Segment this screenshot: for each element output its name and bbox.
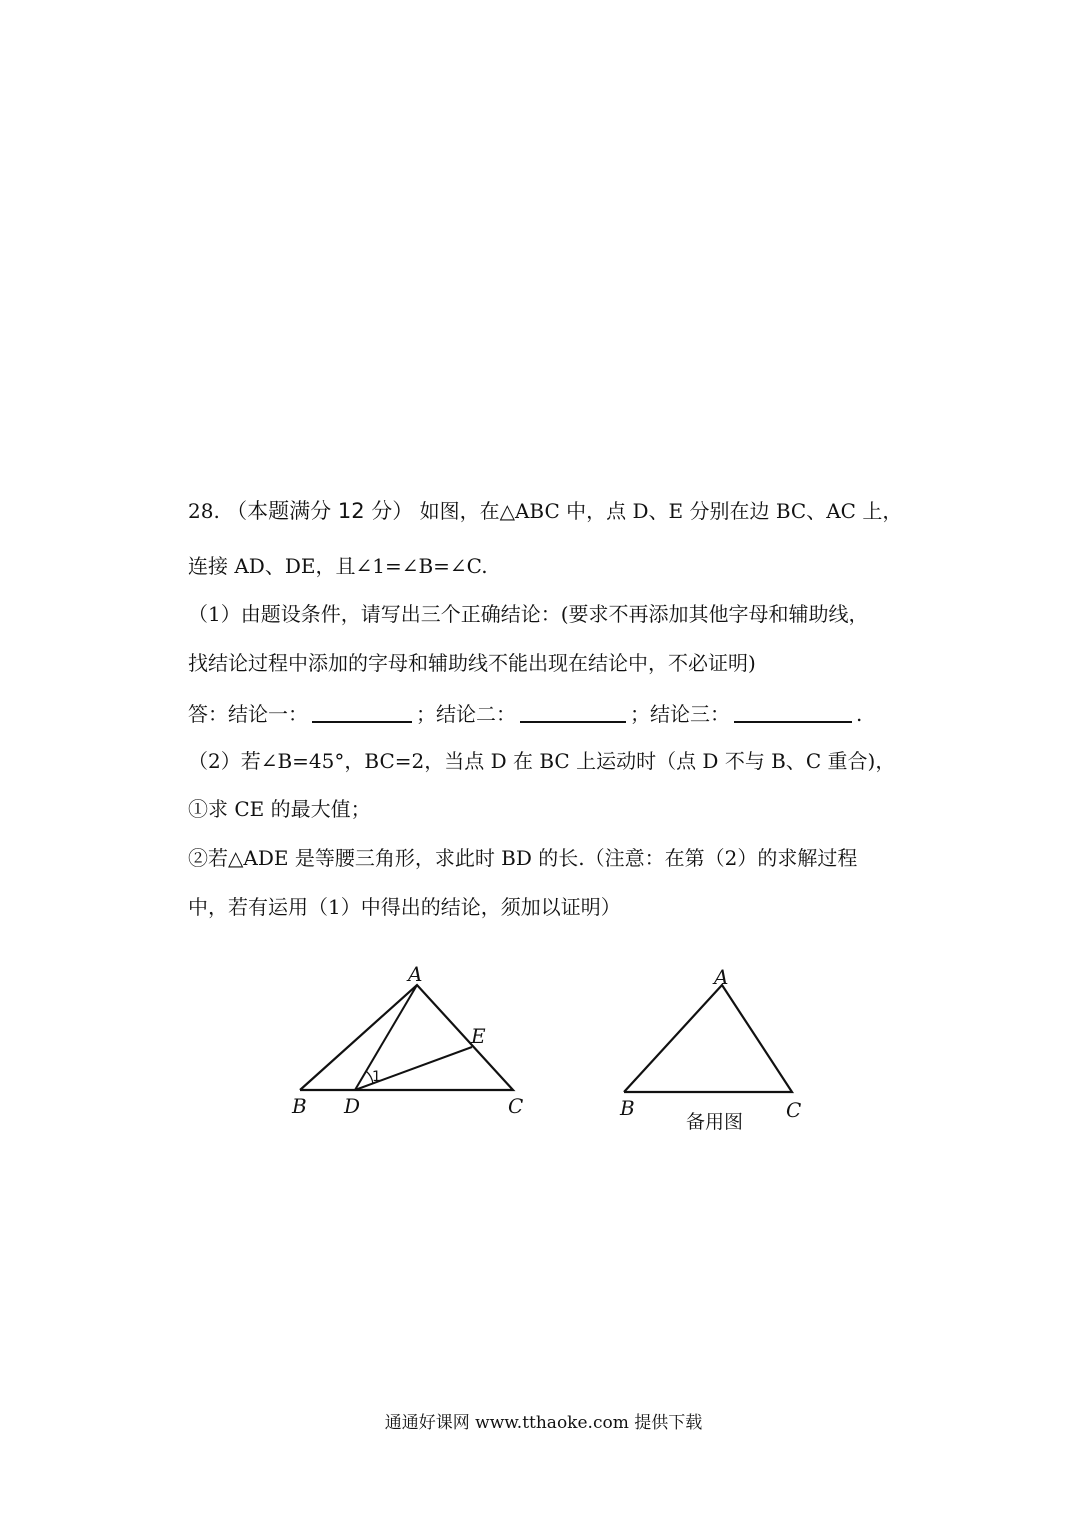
- label-d: D: [344, 1094, 361, 1118]
- problem-intro-line-1: [188, 498, 902, 524]
- problem-intro-line-2: 连接 AD、DE，且∠1=∠B=∠C.: [188, 554, 488, 578]
- spare-triangle-figure: [610, 960, 830, 1140]
- spare-triangle-abc: [624, 985, 792, 1092]
- label-a: A: [408, 962, 423, 986]
- part2-question-2-b: 中，若有运用（1）中得出的结论，须加以证明）: [188, 895, 621, 919]
- part2-question-2-a: ②若△ADE 是等腰三角形，求此时 BD 的长.（注意：在第（2）的求解过程: [188, 846, 858, 870]
- answer-sep-2: ；结论二：: [416, 702, 516, 726]
- answer-blank-3[interactable]: [734, 701, 852, 723]
- answer-line: [188, 701, 862, 727]
- page-footer: 通通好课网 www.tthaoke.com 提供下载: [384, 1413, 703, 1433]
- answer-sep-3: ；结论三：: [630, 702, 730, 726]
- answer-blank-1[interactable]: [312, 701, 412, 723]
- part2-question-1: ①求 CE 的最大值；: [188, 797, 371, 821]
- spare-label-b: B: [620, 1096, 635, 1120]
- part1-instruction-a: （1）由题设条件，请写出三个正确结论：(要求不再添加其他字母和辅助线，: [188, 602, 869, 626]
- answer-blank-2[interactable]: [520, 701, 626, 723]
- segment-ad: [355, 985, 417, 1090]
- problem-score-header: （本题满分 12 分）: [226, 499, 414, 523]
- label-angle-1: 1: [372, 1069, 381, 1085]
- part1-instruction-b: 找结论过程中添加的字母和辅助线不能出现在结论中，不必证明): [188, 651, 756, 675]
- part2-condition: （2）若∠B=45°，BC=2，当点 D 在 BC 上运动时（点 D 不与 B、C 重合)，: [188, 749, 896, 773]
- spare-figure-caption: 备用图: [686, 1111, 744, 1133]
- spare-label-a: A: [714, 965, 729, 989]
- problem-number: 28.: [188, 499, 220, 523]
- spare-label-c: C: [786, 1098, 802, 1122]
- main-triangle-figure: [280, 955, 540, 1125]
- label-e: E: [471, 1024, 486, 1048]
- label-c: C: [508, 1094, 524, 1118]
- problem-intro-text: 如图，在△ABC 中，点 D、E 分别在边 BC、AC 上，: [419, 499, 903, 523]
- answer-end: .: [856, 702, 863, 726]
- label-b: B: [292, 1094, 307, 1118]
- answer-label: 答：结论一：: [188, 702, 308, 726]
